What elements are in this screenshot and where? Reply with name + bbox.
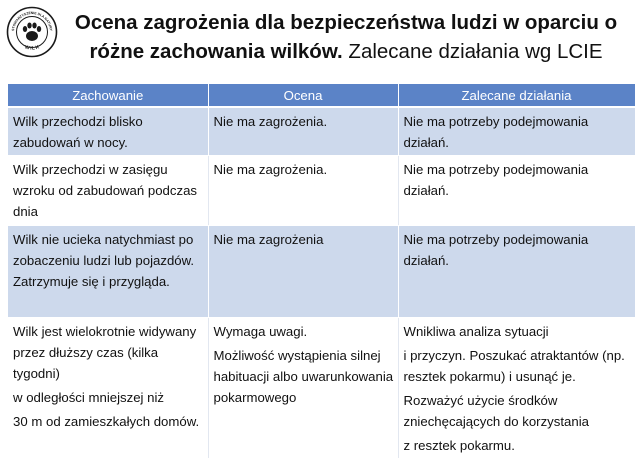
cell-ocena: Nie ma zagrożenia.	[208, 156, 398, 226]
cell-dzialania: Nie ma potrzeby podejmowania działań.	[398, 107, 635, 156]
cell-zachowanie: Wilk jest wielokrotnie widywany przez dłuższy czas (kilka tygodni) w odległości mniejszej niż 30 m od zamieszkałych domów.	[8, 318, 208, 459]
wolf-paw-icon	[23, 23, 41, 42]
page-title-bold: Ocena zagrożenia dla bezpieczeństwa ludzi w oparciu o różne zachowania wilków.	[74, 11, 618, 63]
column-header-dzialania: Zalecane działania	[398, 84, 635, 107]
cell-zachowanie: Wilk przechodzi blisko zabudowań w nocy.	[8, 107, 208, 156]
column-header-zachowanie: Zachowanie	[8, 84, 208, 107]
page-title-regular: Zalecane działania wg LCIE	[348, 40, 603, 63]
table-row	[8, 107, 635, 156]
threat-assessment-table	[8, 84, 635, 459]
table-row	[8, 156, 635, 226]
cell-dzialania: Wnikliwa analiza sytuacji i przyczyn. Poszukać atraktantów (np. resztek pokarmu) i usunąć je. Rozważyć użycie środków zniechęcających do korzystania z resztek pokarmu.	[398, 318, 635, 459]
cell-dzialania: Nie ma potrzeby podejmowania działań.	[398, 226, 635, 318]
table-row	[8, 318, 635, 459]
logo-text-top: STOWARZYSZENIE DLA NATURY	[11, 10, 53, 32]
cell-ocena: Wymaga uwagi. Możliwość wystąpienia silnej habituacji albo uwarunkowania pokarmowego	[208, 318, 398, 459]
table-header-row	[8, 84, 635, 107]
cell-ocena: Nie ma zagrożenia.	[208, 107, 398, 156]
page-title	[62, 8, 630, 66]
table-row	[8, 226, 635, 318]
column-header-ocena: Ocena	[208, 84, 398, 107]
association-logo	[6, 6, 58, 58]
logo-text-bottom: WILK	[24, 44, 41, 52]
cell-dzialania: Nie ma potrzeby podejmowania działań.	[398, 156, 635, 226]
cell-zachowanie: Wilk nie ucieka natychmiast po zobaczeniu ludzi lub pojazdów. Zatrzymuje się i przygląda.	[8, 226, 208, 318]
cell-ocena: Nie ma zagrożenia	[208, 226, 398, 318]
cell-zachowanie: Wilk przechodzi w zasięgu wzroku od zabudowań podczas dnia	[8, 156, 208, 226]
